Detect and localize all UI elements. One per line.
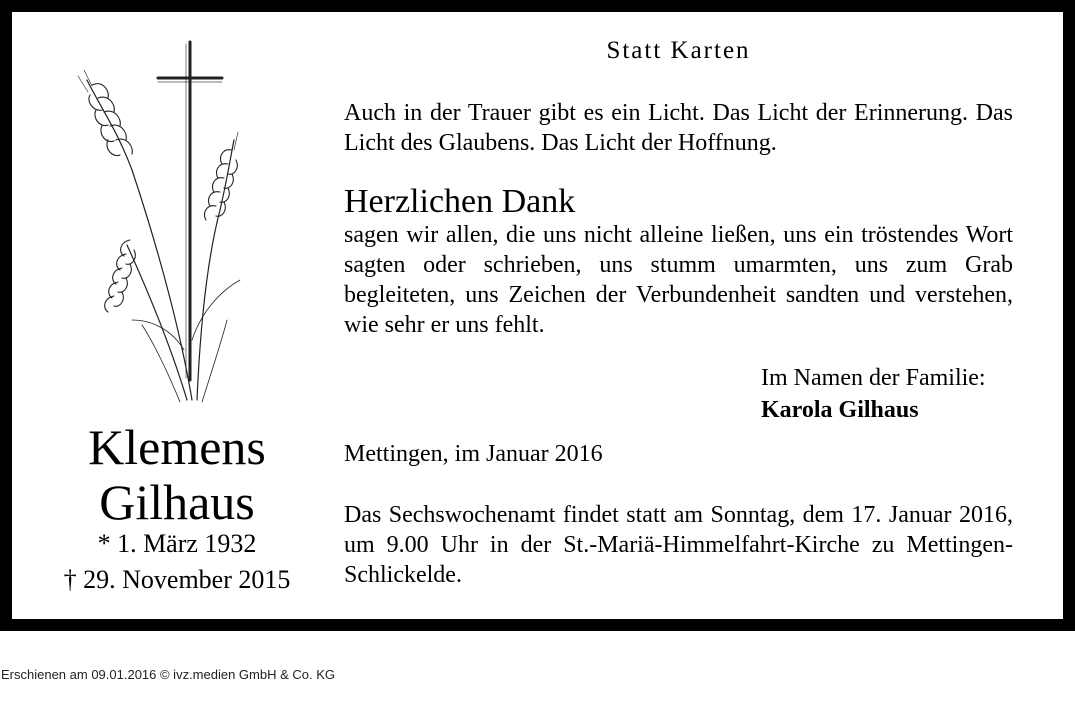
publication-footer: Erschienen am 09.01.2016 © ivz.medien GmbH & Co. KG: [1, 667, 336, 682]
deceased-first-name: Klemens: [88, 419, 266, 475]
obituary-card: [12, 12, 1063, 619]
notice-header: Statt Karten: [606, 37, 751, 64]
place-date: Mettingen, im Januar 2016: [344, 441, 603, 467]
birth-date: * 1. März 1932: [97, 529, 257, 558]
service-text: Das Sechswochenamt findet statt am Sonntag, dem 17. Januar 2016, um 9.00 Uhr in der St.-Mariä-Himmelfahrt-Kirche zu Mettingen-Schlickelde.: [344, 502, 1013, 588]
cross-with-wheat-icon: [72, 40, 242, 405]
family-name: Karola Gilhaus: [761, 397, 919, 423]
deceased-last-name: Gilhaus: [99, 474, 255, 530]
quote-text: Auch in der Trauer gibt es ein Licht. Das Licht der Erinnerung. Das Licht des Glaubens. Das Licht der Hoffnung.: [344, 100, 1013, 156]
death-date: † 29. November 2015: [63, 565, 291, 594]
thanks-text: sagen wir allen, die uns nicht alleine ließen, uns ein tröstendes Wort sagten oder schrieben, uns stumm umarmten, uns zum Grab begleiteten, uns Zeichen der Verbundenheit sandten und verstehen, wie sehr er uns fehlt.: [344, 222, 1013, 338]
family-label: Im Namen der Familie:: [761, 365, 986, 391]
thanks-heading: Herzlichen Dank: [344, 183, 576, 220]
